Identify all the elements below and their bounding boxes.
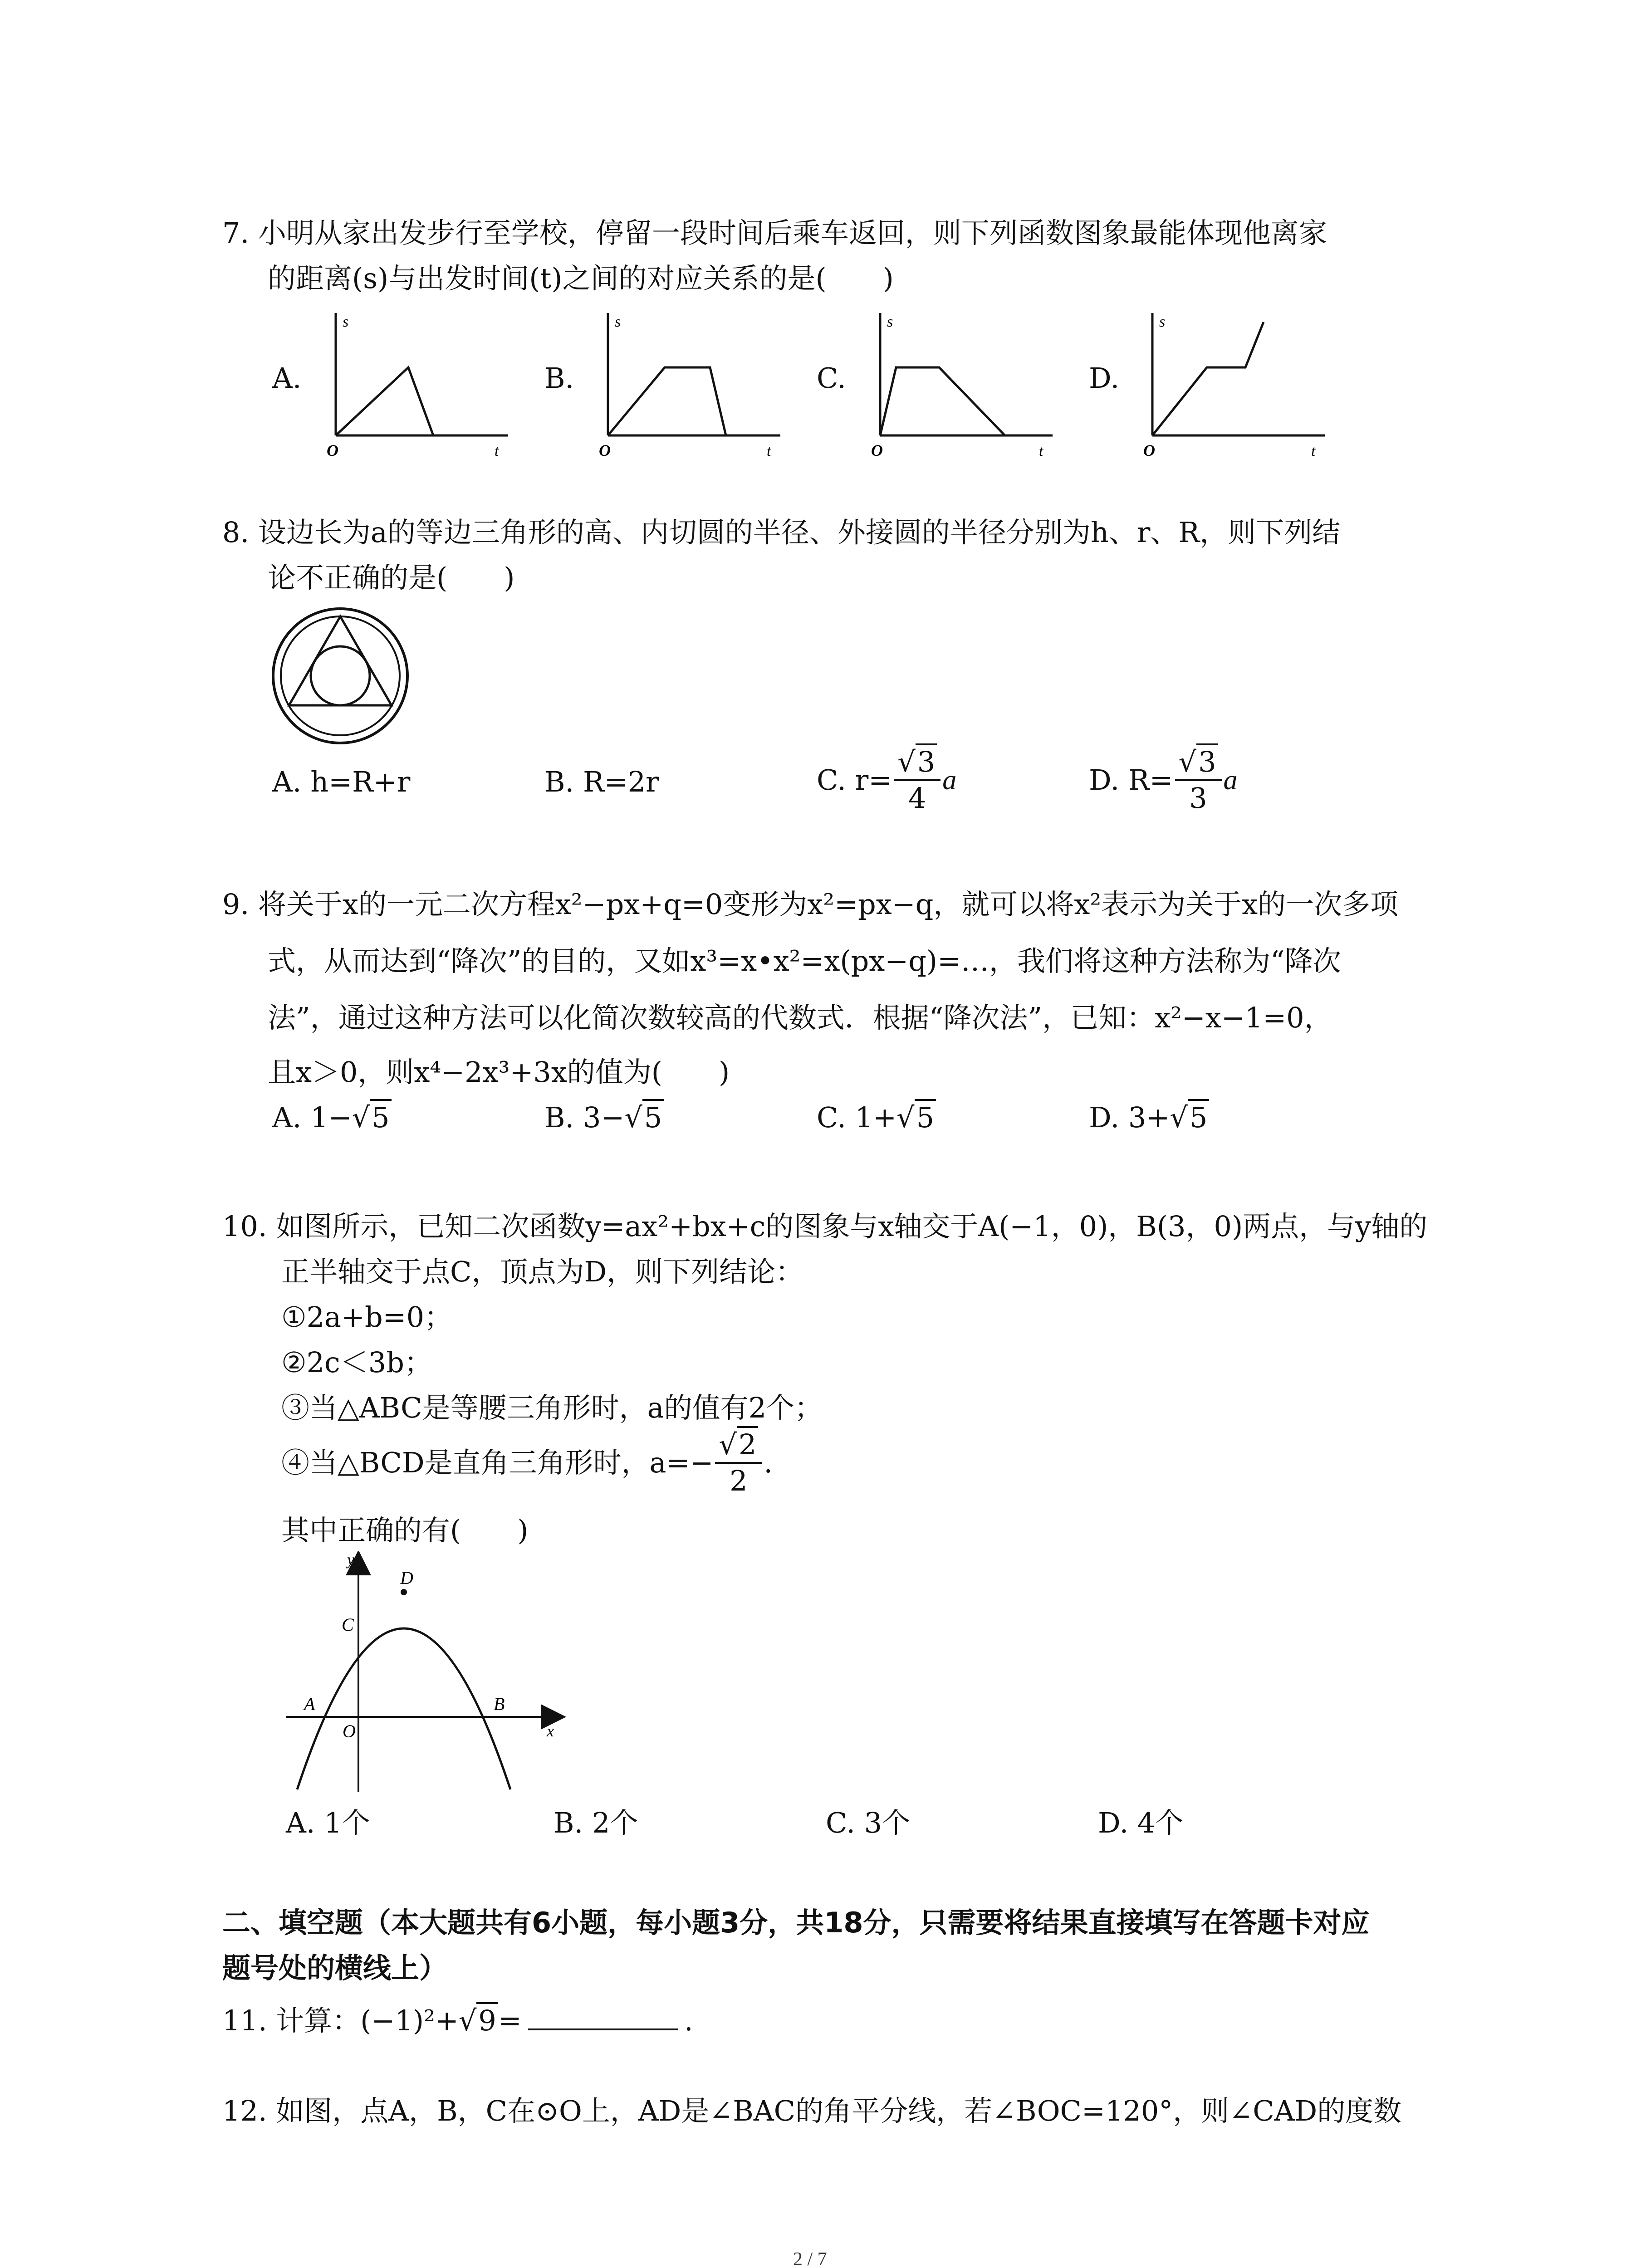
q7c-axis-t: t	[1039, 443, 1043, 459]
q8d-label: D. R=	[1089, 763, 1173, 797]
q8c-var-a: a	[942, 764, 957, 796]
q8-option-d	[1089, 739, 1238, 821]
q7-graph-b	[590, 299, 789, 463]
q7-stem-line2: 的距离(s)与出发时间(t)之间的对应关系的是( )	[268, 262, 894, 295]
q10-option-c: C. 3个	[826, 1806, 911, 1839]
q7b-axis-t: t	[767, 443, 771, 459]
q8c-fraction: $\frac{√3}{4}$	[894, 747, 941, 814]
q8c-label: C. r=	[817, 763, 892, 797]
q9c-radicand: 5	[915, 1099, 936, 1134]
q10-option-a: A. 1个	[286, 1806, 370, 1839]
q9-stem-line2: 式，从而达到“降次”的目的，又如x³=x•x²=x(px−q)=…，我们将这种方法称为“降次	[268, 944, 1341, 978]
q9a-text: A. 1−	[272, 1101, 352, 1134]
q7-option-b-label: B.	[544, 362, 574, 395]
q10-label-c: C	[342, 1614, 354, 1635]
q10-label-x: x	[547, 1722, 554, 1740]
q8d-radicand: 3	[1196, 743, 1218, 778]
q10-stem-line1: 10. 如图所示，已知二次函数y=ax²+bx+c的图象与x轴交于A(−1，0)，B(3，0)两点，与y轴的	[222, 1210, 1428, 1243]
q11-radicand: 9	[476, 2002, 498, 2037]
q9-stem-line1: 9. 将关于x的一元二次方程x²−px+q=0变形为x²=px−q，就可以将x²表示为关于x的一次多项	[222, 888, 1399, 921]
q9d-radicand: 5	[1188, 1099, 1209, 1134]
q7a-origin: O	[327, 441, 338, 459]
q9-option-c: C. 1+√5	[817, 1102, 936, 1133]
q7-option-a-label: A.	[272, 362, 302, 395]
q10-parabola-graph	[277, 1551, 585, 1796]
q10-conclusion-4	[281, 1415, 773, 1510]
q8c-radicand: 3	[916, 743, 937, 778]
q9d-text: D. 3+	[1089, 1101, 1170, 1134]
q8d-fraction: $\frac{√3}{3}$	[1175, 747, 1222, 814]
q7d-origin: O	[1143, 441, 1155, 459]
q8c-denominator: 4	[908, 782, 926, 815]
q7-graph-d	[1134, 299, 1334, 463]
q8-stem-line1: 8. 设边长为a的等边三角形的高、内切圆的半径、外接圆的半径分别为h、r、R，则下列结	[222, 516, 1341, 549]
q10-label-d: D	[400, 1568, 413, 1588]
q10c4-end: .	[764, 1446, 773, 1479]
q10-conclusion-1: ①2a+b=0；	[281, 1300, 453, 1334]
q7-graph-c	[862, 299, 1062, 463]
q10-label-o: O	[343, 1721, 356, 1741]
q10c4-fraction: $\frac{√2}{2}$	[715, 1429, 762, 1496]
q10-conclusion-2: ②2c＜3b；	[281, 1346, 432, 1379]
q9-option-b: B. 3−√5	[544, 1102, 664, 1133]
q10-label-a: A	[304, 1694, 315, 1714]
section2-heading-line2: 题号处的横线上）	[222, 1951, 448, 1984]
q9a-radicand: 5	[370, 1099, 391, 1134]
q10-ask: 其中正确的有( )	[281, 1514, 529, 1547]
q7-graph-a	[318, 299, 517, 463]
q9-stem-line4: 且x＞0，则x⁴−2x³+3x的值为( )	[268, 1056, 730, 1089]
q7-stem-line1: 7. 小明从家出发步行至学校，停留一段时间后乘车返回，则下列函数图象最能体现他离家	[222, 216, 1327, 249]
q8d-denominator: 3	[1189, 782, 1207, 815]
q9c-text: C. 1+	[817, 1101, 897, 1134]
q12-stem-line1: 12. 如图，点A，B，C在⊙O上，AD是∠BAC的角平分线，若∠BOC=120°，则∠CAD的度数	[222, 2094, 1402, 2127]
q9-option-a: A. 1−√5	[272, 1102, 392, 1133]
q8-figure-circles-triangle	[268, 603, 413, 748]
q8d-var-a: a	[1223, 764, 1238, 796]
q10c4-text: ④当△BCD是直角三角形时，a=−	[281, 1446, 714, 1479]
q11-end: .	[684, 2004, 693, 2037]
q11-line: 11. 计算：(−1)²+√9= .	[222, 2005, 693, 2036]
q9b-radicand: 5	[642, 1099, 664, 1134]
q9b-text: B. 3−	[544, 1101, 625, 1134]
q7b-axis-s: s	[615, 313, 621, 330]
q7b-origin: O	[599, 441, 611, 459]
q9-option-d: D. 3+√5	[1089, 1102, 1209, 1133]
q11-text: 11. 计算：(−1)²+	[222, 2004, 459, 2037]
page-number: 2 / 7	[793, 2249, 827, 2268]
q10-conclusion-3: ③当△ABC是等腰三角形时，a的值有2个；	[281, 1391, 823, 1424]
q7d-axis-t: t	[1311, 443, 1316, 459]
q10-option-b: B. 2个	[554, 1806, 638, 1839]
q8-stem-line2: 论不正确的是( )	[268, 561, 515, 594]
q10c4-radicand: 2	[737, 1426, 758, 1461]
q8-option-a: A. h=R+r	[272, 765, 411, 798]
q11-equals: =	[498, 2004, 522, 2037]
q7a-axis-t: t	[495, 443, 499, 459]
q9-stem-line3: 法”，通过这种方法可以化简次数较高的代数式．根据“降次法”，已知：x²−x−1=0，	[268, 1001, 1332, 1034]
q7d-axis-s: s	[1159, 313, 1166, 330]
q10-stem-line2: 正半轴交于点C，顶点为D，则下列结论：	[281, 1255, 804, 1288]
q7c-axis-s: s	[887, 313, 893, 330]
q8-option-b: B. R=2r	[544, 765, 659, 798]
q10c4-denominator: 2	[730, 1464, 748, 1497]
q11-answer-blank[interactable]	[528, 2005, 678, 2030]
section2-heading-line1: 二、填空题（本大题共有6小题，每小题3分，共18分，只需要将结果直接填写在答题卡对应	[222, 1906, 1370, 1939]
q10-label-y: y	[347, 1551, 354, 1569]
q7-option-d-label: D.	[1089, 362, 1120, 395]
q10-label-b: B	[494, 1694, 505, 1714]
q10-option-d: D. 4个	[1098, 1806, 1184, 1839]
q7c-origin: O	[871, 441, 883, 459]
q7-option-c-label: C.	[817, 362, 846, 395]
q8-option-c	[817, 739, 956, 821]
q7a-axis-s: s	[343, 313, 349, 330]
